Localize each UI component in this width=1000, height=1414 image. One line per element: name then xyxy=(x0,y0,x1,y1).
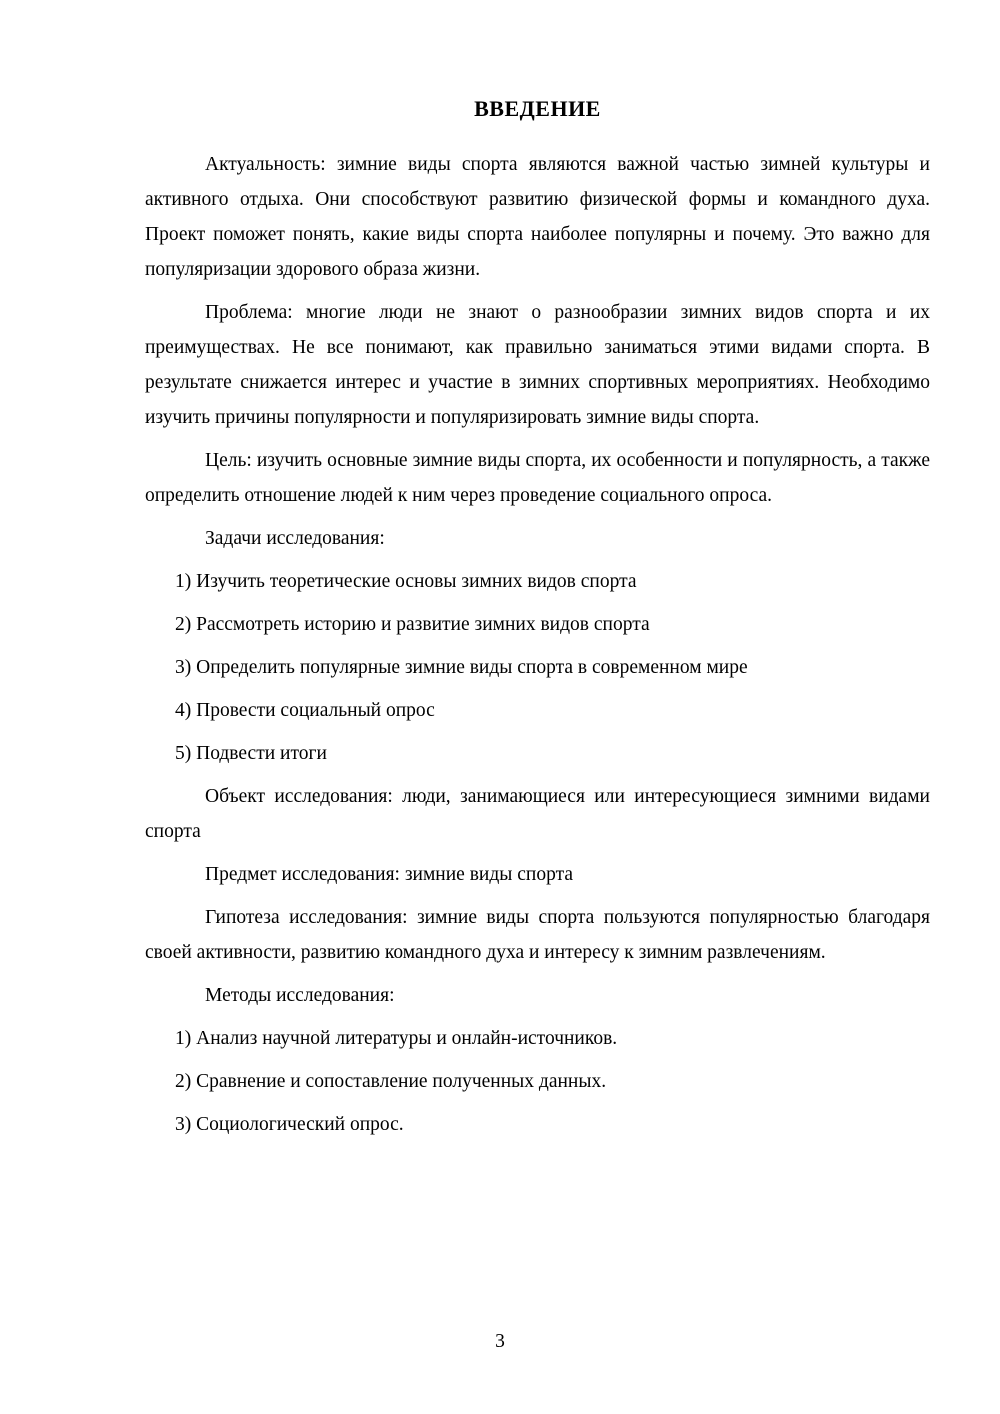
paragraph-problem: Проблема: многие люди не знают о разнообразии зимних видов спорта и их преимуществах. Не все понимают, как правильно заниматься этими видами спорта. В результате снижается интерес и участие в зимних спортивных мероприятиях. Необходимо изучить причины популярности и популяризировать зимние виды спорта. xyxy=(145,302,930,428)
paragraph-relevance: Актуальность: зимние виды спорта являются важной частью зимней культуры и активного отдыха. Они способствуют развитию физической формы и командного духа. Проект поможет понять, какие виды спорта наиболее популярны и почему. Это важно для популяризации здорового образа жизни. xyxy=(145,154,930,280)
method-item-2: 2) Сравнение и сопоставление полученных данных. xyxy=(175,1071,607,1092)
document-content xyxy=(145,95,930,1150)
method-item-3: 3) Социологический опрос. xyxy=(175,1114,404,1135)
paragraph-goal: Цель: изучить основные зимние виды спорта, их особенности и популярность, а также определить отношение людей к ним через проведение социального опроса. xyxy=(145,450,930,506)
task-item-5: 5) Подвести итоги xyxy=(175,743,327,764)
task-item-1: 1) Изучить теоретические основы зимних видов спорта xyxy=(175,571,637,592)
task-item-3: 3) Определить популярные зимние виды спорта в современном мире xyxy=(175,657,748,678)
task-item-4: 4) Провести социальный опрос xyxy=(175,700,435,721)
paragraph-subject: Предмет исследования: зимние виды спорта xyxy=(205,864,573,885)
page-number: 3 xyxy=(495,1331,505,1352)
method-item-1: 1) Анализ научной литературы и онлайн-источников. xyxy=(175,1028,618,1049)
tasks-heading: Задачи исследования: xyxy=(205,528,385,549)
paragraph-hypothesis: Гипотеза исследования: зимние виды спорта пользуются популярностью благодаря своей активности, развитию командного духа и интересу к зимним развлечениям. xyxy=(145,907,930,963)
task-item-2: 2) Рассмотреть историю и развитие зимних видов спорта xyxy=(175,614,650,635)
methods-heading: Методы исследования: xyxy=(205,985,395,1006)
paragraph-object: Объект исследования: люди, занимающиеся или интересующиеся зимними видами спорта xyxy=(145,786,930,842)
page-title: ВВЕДЕНИЕ xyxy=(474,96,601,121)
